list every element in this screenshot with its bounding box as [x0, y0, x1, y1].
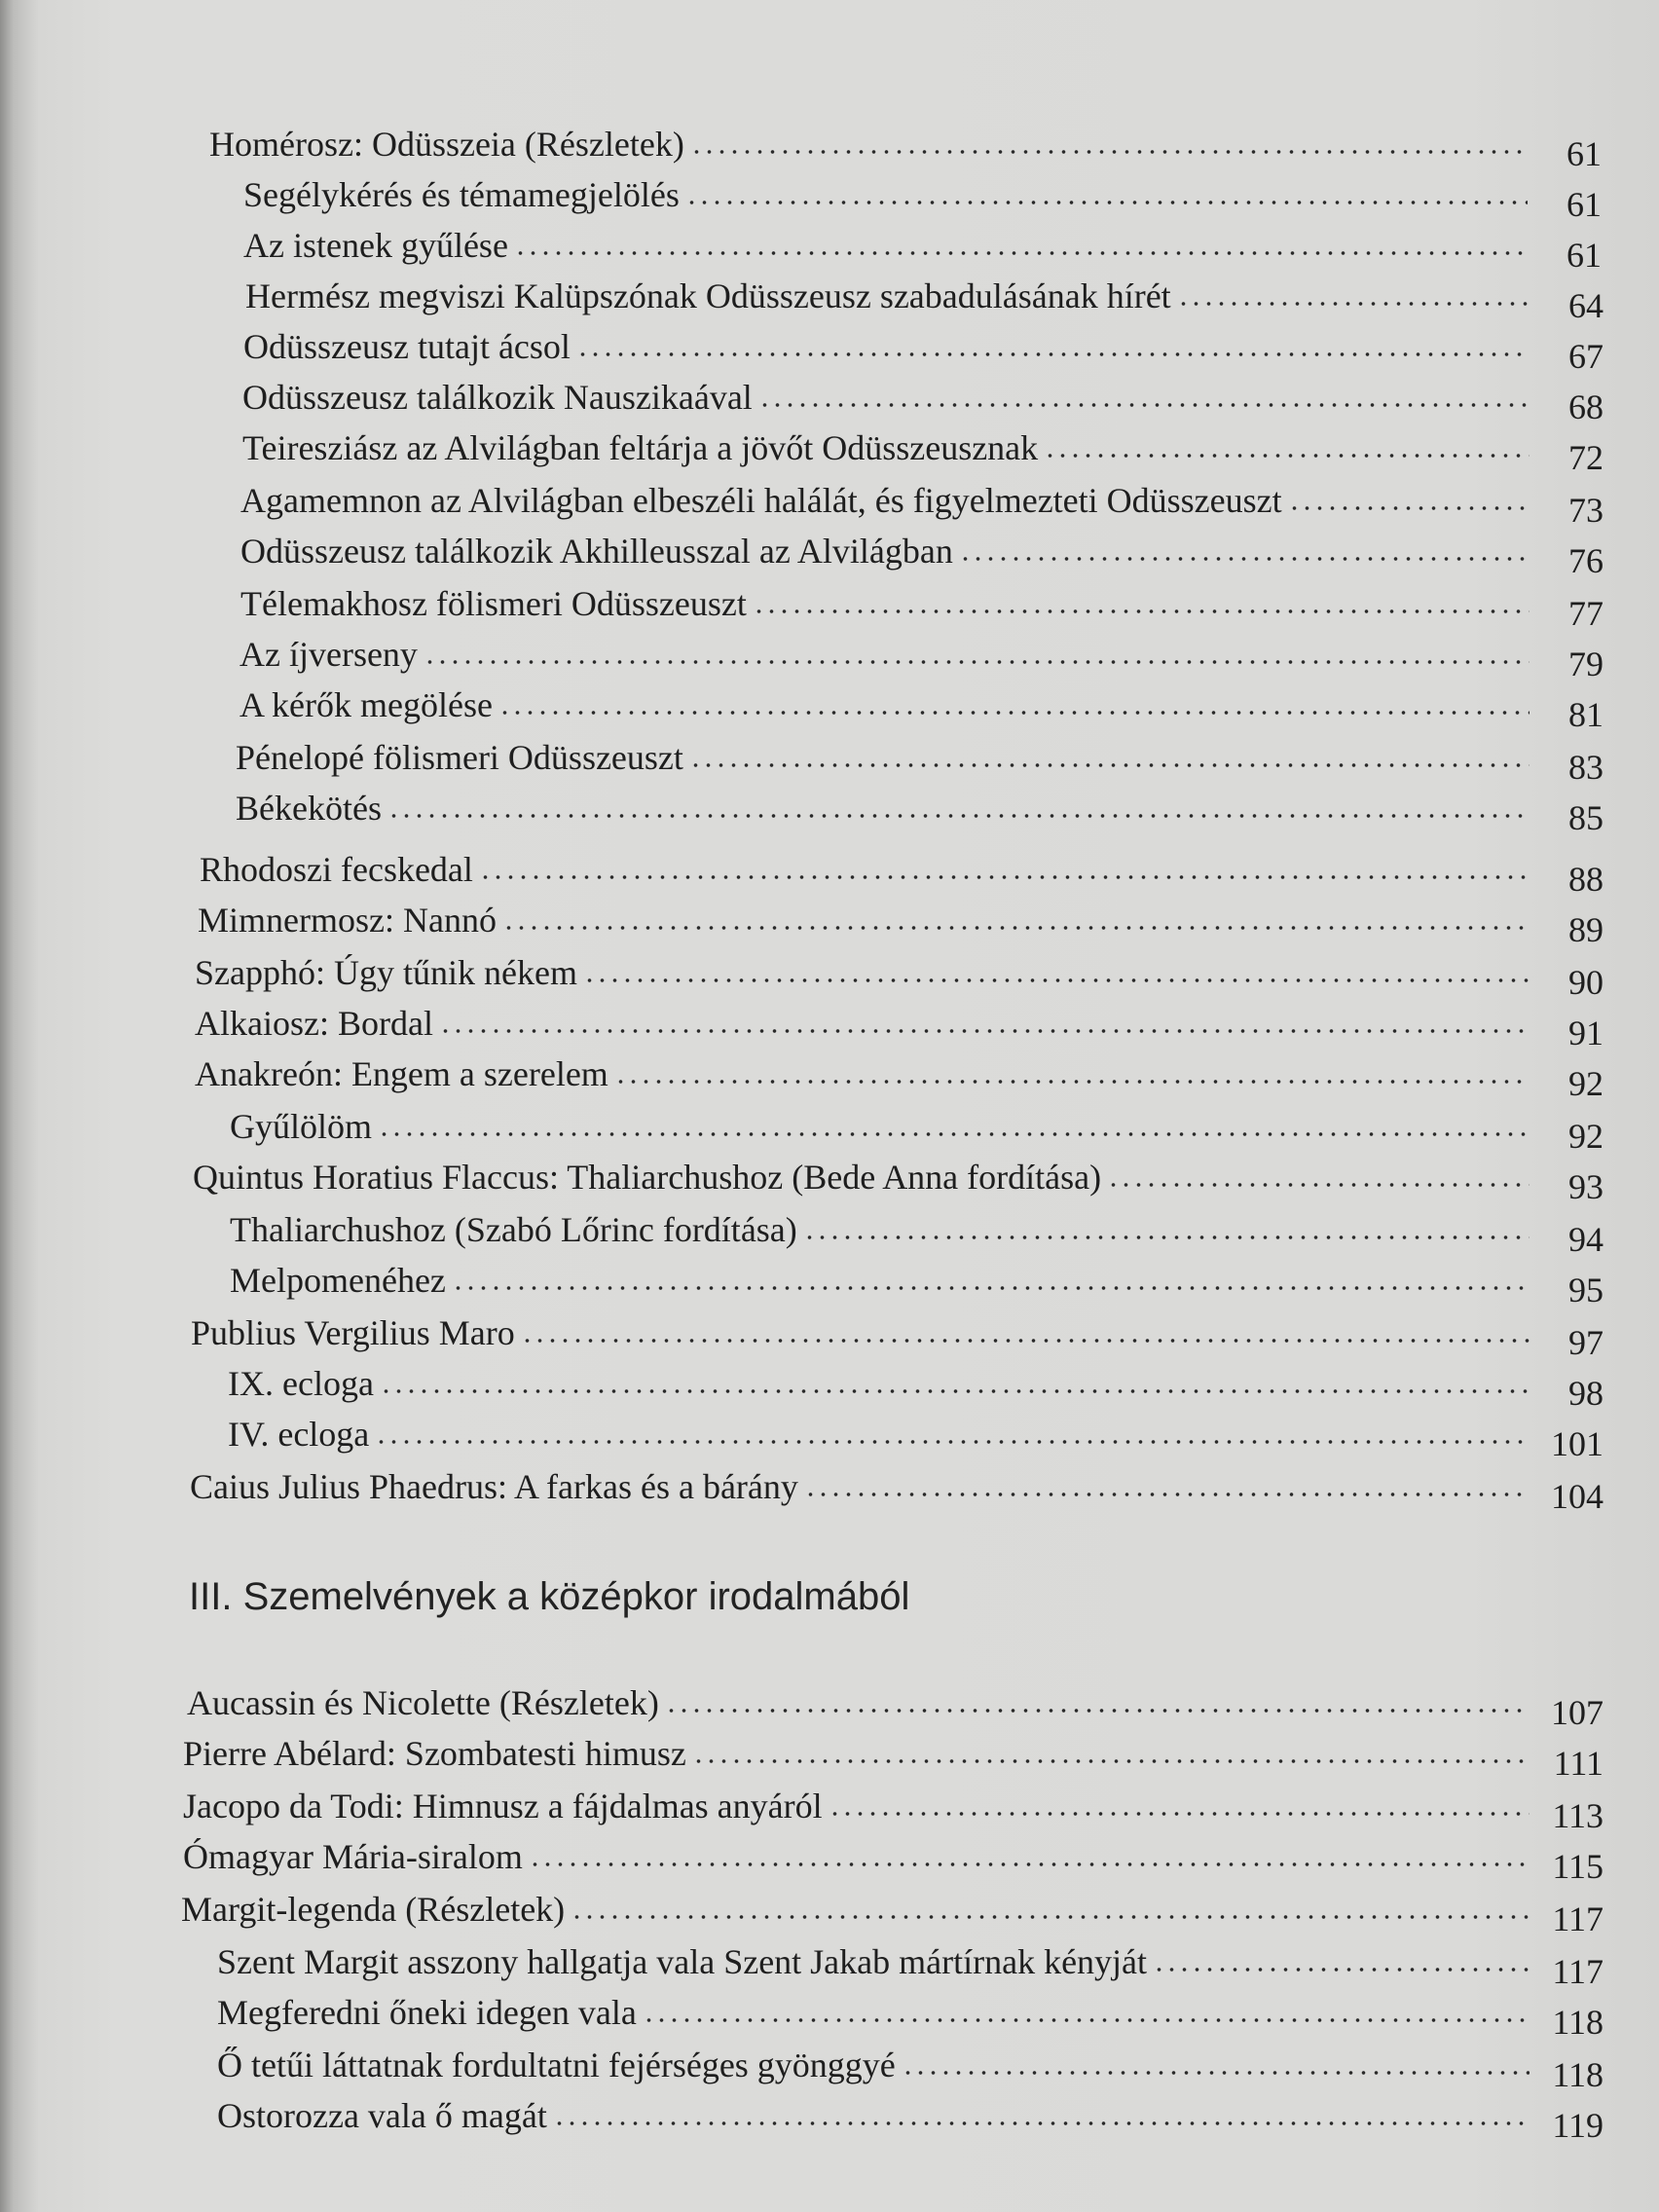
toc-entry	[242, 374, 1604, 426]
toc-entry-title: Margit-legenda (Részletek)	[181, 1890, 566, 1929]
dot-leader	[479, 873, 1530, 881]
dot-leader	[758, 401, 1530, 409]
toc-page-number: 118	[1552, 2055, 1604, 2094]
toc-entry	[240, 477, 1604, 530]
toc-entry-title: Ómagyar Mária-siralom	[183, 1837, 523, 1876]
toc-page-number: 90	[1568, 963, 1604, 1002]
dot-leader	[521, 1337, 1530, 1345]
dot-leader	[803, 1234, 1530, 1241]
toc-entry	[183, 1730, 1604, 1783]
toc-entry-title: IV. ecloga	[228, 1415, 370, 1454]
dot-leader	[452, 1284, 1530, 1292]
toc-entry-title: Teiresziász az Alvilágban feltárja a jövőt Odüsszeusznak	[242, 428, 1039, 467]
dot-leader	[1153, 1966, 1530, 1973]
dot-leader	[439, 1027, 1530, 1035]
toc-page-number: 85	[1568, 798, 1604, 837]
toc-page-number: 73	[1568, 491, 1604, 530]
toc-entry-title: Anakreón: Engem a szerelem	[195, 1054, 608, 1093]
toc-entry-title: Pénelopé fölismeri Odüsszeuszt	[236, 738, 683, 777]
dot-leader	[829, 1810, 1530, 1818]
toc-entry	[243, 323, 1604, 376]
toc-page-number: 118	[1552, 2003, 1604, 2042]
toc-page-number: 93	[1568, 1167, 1604, 1206]
toc-entry-title: Hermész megviszi Kalüpszónak Odüsszeusz szabadulásának hírét	[245, 276, 1171, 315]
dot-leader	[387, 812, 1530, 820]
dot-leader	[378, 1130, 1530, 1138]
toc-entry-title: Thaliarchushoz (Szabó Lőrinc fordítása)	[230, 1210, 797, 1249]
dot-leader	[689, 761, 1530, 769]
toc-entry-title: Alkaiosz: Bordal	[195, 1004, 433, 1043]
toc-page-number: 61	[1567, 134, 1602, 173]
dot-leader	[424, 658, 1530, 666]
toc-entry	[183, 1783, 1604, 1835]
toc-entry-title: Az íjverseny	[240, 635, 418, 674]
toc-entry	[240, 528, 1604, 580]
toc-entry	[217, 2092, 1604, 2145]
toc-page-number: 98	[1568, 1374, 1604, 1413]
dot-leader	[614, 1078, 1530, 1086]
dot-leader	[1177, 300, 1530, 308]
dot-leader	[902, 2069, 1530, 2077]
toc-page-number: 95	[1568, 1271, 1604, 1309]
toc-page-number: 101	[1551, 1424, 1604, 1463]
toc-page-number: 111	[1553, 1744, 1604, 1783]
dot-leader	[502, 924, 1530, 932]
toc-entry-title: Rhodoszi fecskedal	[200, 850, 473, 889]
toc-entry	[217, 2042, 1604, 2094]
toc-entry-title: Jacopo da Todi: Himnusz a fájdalmas anyáról	[183, 1787, 823, 1825]
dot-leader	[643, 2016, 1530, 2024]
dot-leader	[685, 199, 1528, 206]
toc-entry-title: Segélykérés és témamegjelölés	[243, 175, 680, 214]
toc-page-number: 115	[1552, 1847, 1604, 1886]
toc-entry	[230, 1206, 1604, 1259]
toc-entry	[228, 1411, 1604, 1463]
toc-page-number: 92	[1568, 1064, 1604, 1103]
toc-page-number: 97	[1568, 1323, 1604, 1362]
toc-entry-title: IX. ecloga	[228, 1364, 374, 1403]
toc-entry	[243, 171, 1602, 224]
toc-page-number: 61	[1567, 185, 1602, 224]
dot-leader	[804, 1491, 1530, 1498]
toc-page-number: 92	[1568, 1117, 1604, 1156]
toc-entry-title: Odüsszeusz találkozik Akhilleusszal az Alvilágban	[240, 532, 953, 571]
toc-entry-title: Melpomenéhez	[230, 1261, 446, 1300]
dot-leader	[553, 2120, 1530, 2127]
toc-entry-title: Az istenek gyűlése	[243, 226, 508, 265]
toc-entry	[243, 222, 1602, 275]
toc-page-number: 79	[1568, 645, 1604, 683]
dot-leader	[583, 977, 1530, 984]
dot-leader	[529, 1861, 1530, 1868]
toc-page-number: 117	[1552, 1952, 1604, 1991]
toc-entry-title: Agamemnon az Alvilágban elbeszéli halálát, és figyelmezteti Odüsszeuszt	[240, 481, 1282, 520]
dot-leader	[375, 1438, 1530, 1446]
toc-entry-title: Ostorozza vala ő magát	[217, 2096, 547, 2135]
toc-entry-title: Mimnermosz: Nannó	[198, 901, 497, 940]
toc-entry	[193, 1154, 1604, 1206]
toc-entry	[240, 580, 1604, 633]
toc-page-number: 113	[1552, 1796, 1604, 1835]
dot-leader	[690, 148, 1528, 156]
toc-page-number: 81	[1568, 695, 1604, 734]
dot-leader	[753, 608, 1530, 615]
toc-entry	[190, 1463, 1604, 1516]
dot-leader	[1288, 504, 1530, 512]
dot-leader	[692, 1757, 1530, 1765]
toc-entry	[230, 1257, 1604, 1309]
toc-page-number: 77	[1568, 594, 1604, 633]
toc-entry	[217, 1938, 1604, 1991]
section-heading: III. Szemelvények a középkor irodalmából	[189, 1575, 910, 1618]
toc-entry	[230, 1103, 1604, 1156]
dot-leader	[959, 555, 1530, 563]
toc-page-number: 68	[1568, 387, 1604, 426]
toc-entry	[240, 682, 1604, 734]
toc-entry	[236, 785, 1604, 837]
toc-entry	[200, 846, 1604, 899]
toc-entry	[217, 1989, 1604, 2042]
toc-entry-title: Télemakhosz fölismeri Odüsszeuszt	[240, 584, 747, 623]
toc-entry-title: Szapphó: Úgy tűnik nékem	[195, 953, 577, 992]
dot-leader	[1044, 452, 1530, 460]
toc-page-number: 72	[1568, 438, 1604, 477]
toc-page-number: 88	[1568, 860, 1604, 899]
toc-entry-title: Békekötés	[236, 789, 382, 828]
toc-entry	[228, 1360, 1604, 1413]
dot-leader	[571, 1913, 1530, 1921]
toc-page-number: 61	[1567, 236, 1602, 275]
dot-leader	[514, 249, 1528, 257]
toc-page-number: 83	[1568, 748, 1604, 787]
toc-page-number: 91	[1568, 1014, 1604, 1052]
dot-leader	[380, 1387, 1530, 1395]
toc-entry-title: Ő tetűi láttatnak fordultatni fejérséges gyönggyé	[217, 2046, 896, 2084]
toc-entry	[191, 1309, 1604, 1362]
toc-entry-title: A kérők megölése	[240, 685, 493, 724]
dot-leader	[665, 1707, 1530, 1714]
toc-entry-title: Odüsszeusz tutajt ácsol	[243, 327, 571, 366]
toc-entry-title: Gyűlölöm	[230, 1107, 373, 1146]
toc-entry	[245, 273, 1604, 325]
toc-page-number: 64	[1568, 286, 1604, 325]
toc-entry-title: Quintus Horatius Flaccus: Thaliarchushoz (Bede Anna fordítása)	[193, 1158, 1102, 1197]
toc-entry	[242, 424, 1604, 477]
toc-page-number: 94	[1568, 1220, 1604, 1259]
toc-entry	[183, 1833, 1604, 1886]
toc-entry-title: Aucassin és Nicolette (Részletek)	[187, 1683, 659, 1722]
toc-entry	[209, 121, 1602, 173]
toc-page-number: 89	[1568, 910, 1604, 949]
toc-page-number: 104	[1551, 1477, 1604, 1516]
toc-entry-title: Caius Julius Phaedrus: A farkas és a bárány	[190, 1467, 798, 1506]
toc-page-number: 107	[1551, 1693, 1604, 1732]
toc-entry	[181, 1886, 1604, 1938]
toc-entry-title: Szent Margit asszony hallgatja vala Szent Jakab mártírnak kényját	[217, 1942, 1148, 1981]
toc-entry	[198, 897, 1604, 949]
toc-entry	[195, 1051, 1604, 1103]
toc-page-number: 119	[1552, 2106, 1604, 2145]
toc-entry	[195, 1000, 1604, 1052]
toc-entry	[187, 1679, 1604, 1732]
dot-leader	[576, 350, 1530, 358]
toc-page-number: 117	[1552, 1899, 1604, 1938]
toc-entry	[236, 734, 1604, 787]
toc-page-number: 67	[1568, 337, 1604, 376]
toc-entry-title: Megferedni őneki idegen vala	[217, 1993, 637, 2032]
toc-entry	[195, 949, 1604, 1002]
toc-page-number: 76	[1568, 541, 1604, 580]
toc-entry	[240, 631, 1604, 683]
toc-entry-title: Pierre Abélard: Szombatesti himusz	[183, 1734, 686, 1773]
toc-entry-title: Odüsszeusz találkozik Nauszikaával	[242, 378, 753, 417]
dot-leader	[498, 709, 1530, 717]
dot-leader	[1107, 1181, 1530, 1189]
toc-entry-title: Homérosz: Odüsszeia (Részletek)	[209, 125, 684, 164]
toc-entry-title: Publius Vergilius Maro	[191, 1313, 515, 1352]
